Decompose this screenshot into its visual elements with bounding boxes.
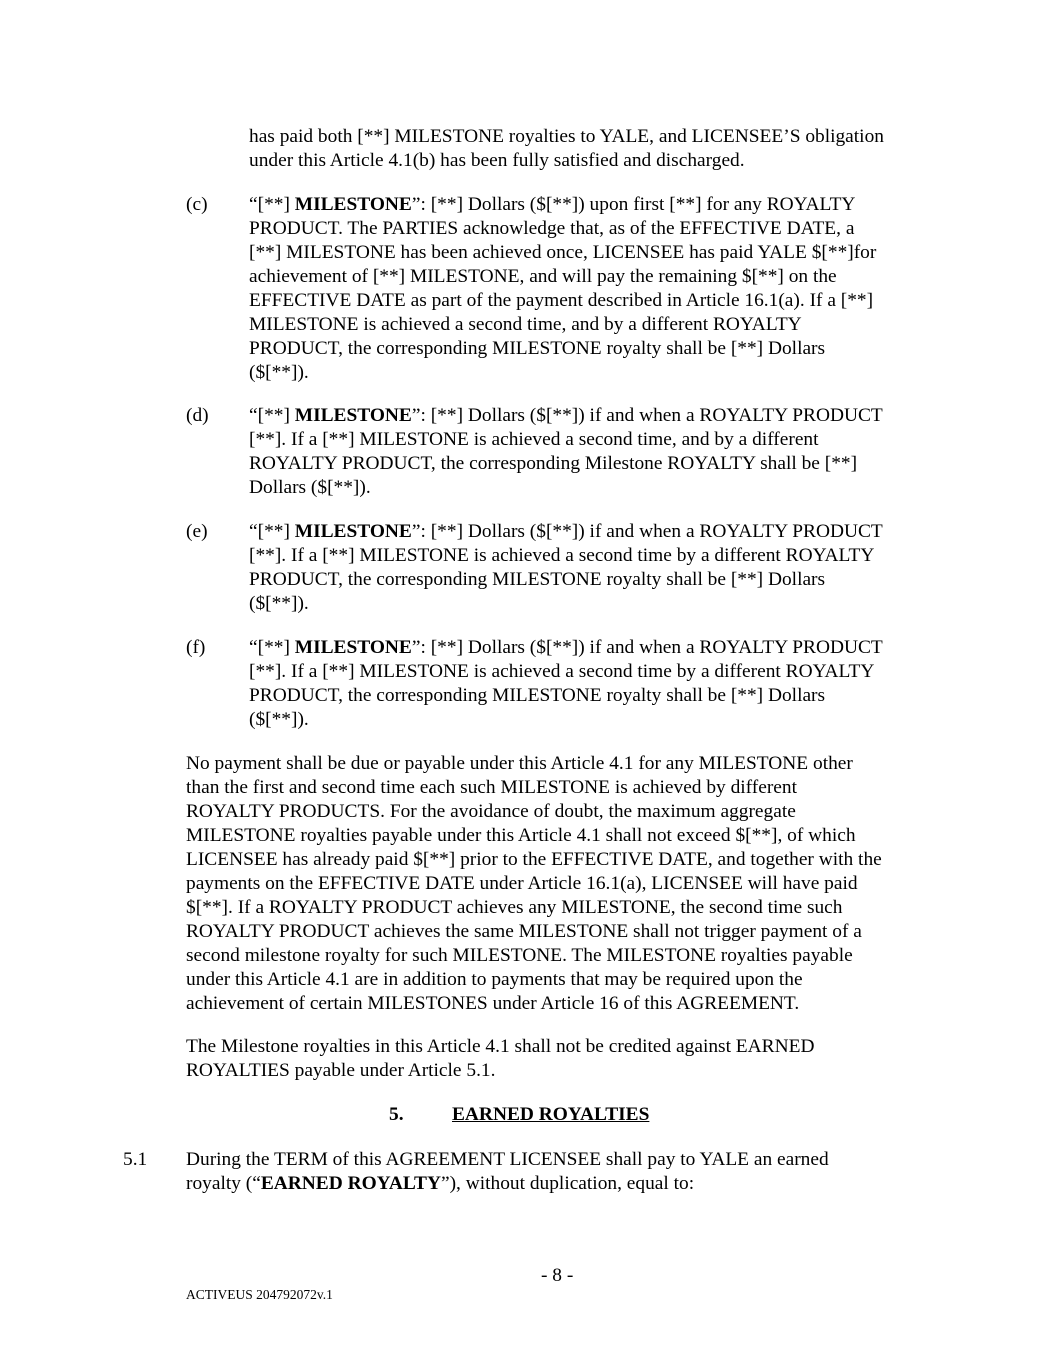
line-rest: ”), without duplication, equal to:	[440, 1173, 695, 1194]
text-line: [**]. If a [**] MILESTONE is achieved a second time, and by a different	[249, 429, 819, 450]
text-line: ROYALTY PRODUCT, the corresponding Milestone ROYALTY shall be [**]	[249, 453, 858, 474]
section-number: 5.	[389, 1104, 404, 1125]
text-line: has paid both [**] MILESTONE royalties to YALE, and LICENSEE’S obligation	[249, 126, 884, 147]
text-line: Dollars ($[**]).	[249, 477, 371, 498]
quote-open: “[**]	[249, 405, 295, 426]
item-e-first-line	[249, 520, 883, 544]
page-number: - 8 -	[541, 1265, 574, 1286]
defined-term: EARNED ROYALTY	[260, 1173, 441, 1194]
defined-term: MILESTONE	[294, 637, 412, 658]
text-line: [**]. If a [**] MILESTONE is achieved a second time by a different ROYALTY	[249, 545, 875, 566]
text-line: PRODUCT, the corresponding MILESTONE royalty shall be [**] Dollars	[249, 569, 826, 590]
text-line: than the first and second time each such MILESTONE is achieved by different	[186, 777, 797, 798]
text-line: payments on the EFFECTIVE DATE under Article 16.1(a), LICENSEE will have paid	[186, 873, 858, 894]
item-label-e: (e)	[186, 521, 208, 542]
item-d-first-line	[249, 404, 883, 428]
text-line: second milestone royalty for such MILESTONE. The MILESTONE royalties payable	[186, 945, 853, 966]
text-line: PRODUCT, the corresponding MILESTONE royalty shall be [**] Dollars	[249, 685, 826, 706]
clause-line-2	[186, 1172, 694, 1196]
quote-open: royalty (“	[186, 1173, 261, 1194]
text-line: achievement of [**] MILESTONE, and will pay the remaining $[**] on the	[249, 266, 837, 287]
first-line-rest: ”: [**] Dollars ($[**]) upon first [**] for any ROYALTY	[411, 194, 856, 215]
text-line: $[**]. If a ROYALTY PRODUCT achieves any MILESTONE, the second time such	[186, 897, 843, 918]
text-line: ROYALTY PRODUCTS. For the avoidance of doubt, the maximum aggregate	[186, 801, 796, 822]
text-line: LICENSEE has already paid $[**] prior to the EFFECTIVE DATE, and together with the	[186, 849, 882, 870]
text-line: under this Article 4.1 are in addition to payments that may be required upon the	[186, 969, 803, 990]
quote-open: “[**]	[249, 637, 295, 658]
text-line: No payment shall be due or payable under this Article 4.1 for any MILESTONE other	[186, 753, 853, 774]
text-line: under this Article 4.1(b) has been fully satisfied and discharged.	[249, 150, 745, 171]
text-line: ($[**]).	[249, 362, 309, 383]
text-line: achievement of certain MILESTONES under Article 16 of this AGREEMENT.	[186, 993, 800, 1014]
text-line: ($[**]).	[249, 709, 309, 730]
defined-term: MILESTONE	[294, 521, 412, 542]
text-line: MILESTONE royalties payable under this Article 4.1 shall not exceed $[**], of which	[186, 825, 856, 846]
quote-open: “[**]	[249, 521, 295, 542]
first-line-rest: ”: [**] Dollars ($[**]) if and when a ROYALTY PRODUCT	[411, 405, 883, 426]
text-line: The Milestone royalties in this Article 4.1 shall not be credited against EARNED	[186, 1036, 815, 1057]
text-line: [**]. If a [**] MILESTONE is achieved a second time by a different ROYALTY	[249, 661, 875, 682]
defined-term: MILESTONE	[294, 405, 412, 426]
first-line-rest: ”: [**] Dollars ($[**]) if and when a ROYALTY PRODUCT	[411, 521, 883, 542]
text-line: [**] MILESTONE has been achieved once, LICENSEE has paid YALE $[**]for	[249, 242, 877, 263]
first-line-rest: ”: [**] Dollars ($[**]) if and when a ROYALTY PRODUCT	[411, 637, 883, 658]
section-title: EARNED ROYALTIES	[452, 1104, 650, 1125]
text-line: EFFECTIVE DATE as part of the payment described in Article 16.1(a). If a [**]	[249, 290, 874, 311]
text-line: MILESTONE is achieved a second time, and by a different ROYALTY	[249, 314, 802, 335]
item-label-d: (d)	[186, 405, 209, 426]
defined-term: MILESTONE	[294, 194, 412, 215]
item-f-first-line	[249, 636, 883, 660]
document-footer-id: ACTIVEUS 204792072v.1	[186, 1287, 333, 1302]
quote-open: “[**]	[249, 194, 295, 215]
text-line: ROYALTY PRODUCT achieves the same MILESTONE shall not trigger payment of a	[186, 921, 862, 942]
clause-label: 5.1	[123, 1149, 148, 1170]
item-c-first-line	[249, 193, 855, 217]
text-line: ($[**]).	[249, 593, 309, 614]
text-line: During the TERM of this AGREEMENT LICENSEE shall pay to YALE an earned	[186, 1149, 829, 1170]
item-label-f: (f)	[186, 637, 206, 658]
text-line: ROYALTIES payable under Article 5.1.	[186, 1060, 496, 1081]
text-line: PRODUCT. The PARTIES acknowledge that, as of the EFFECTIVE DATE, a	[249, 218, 855, 239]
text-line: PRODUCT, the corresponding MILESTONE royalty shall be [**] Dollars	[249, 338, 826, 359]
item-label-c: (c)	[186, 194, 208, 215]
